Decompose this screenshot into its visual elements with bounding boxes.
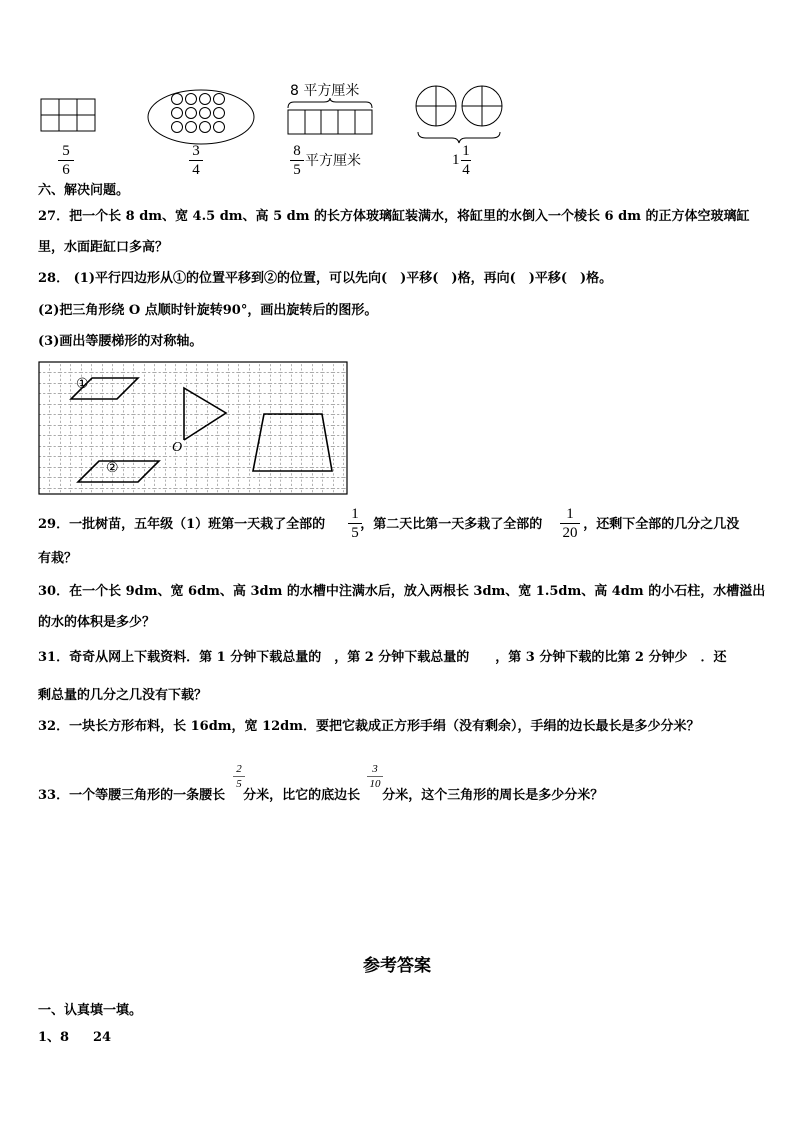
answer-1-label: 1、8 bbox=[38, 1030, 70, 1045]
numerator: 2 bbox=[236, 763, 242, 775]
fraction-part bbox=[461, 143, 471, 178]
point-o-label: O bbox=[172, 440, 183, 455]
question-27-line2: 里，水面距缸口多高？ bbox=[38, 240, 169, 255]
question-29-line1 bbox=[38, 516, 739, 534]
question-33-text-a: 33．一个等腰三角形的一条腰长 bbox=[38, 788, 226, 803]
fraction-five-sixths bbox=[58, 143, 74, 178]
figure-area-label: 8 平方厘米 bbox=[290, 83, 360, 99]
numerator: 3 bbox=[372, 763, 378, 775]
fraction-eight-fifths bbox=[290, 143, 304, 178]
shape-label-2: ② bbox=[106, 460, 119, 476]
grid-figure bbox=[38, 361, 348, 495]
question-29-text-a: 29．一批树苗，五年级（1）班第一天栽了全部的 bbox=[38, 517, 326, 532]
grid-rectangle-figure bbox=[40, 98, 96, 134]
numerator: 3 bbox=[192, 143, 200, 159]
denominator: 10 bbox=[369, 778, 381, 790]
numerator: 8 bbox=[293, 143, 301, 159]
numerator: 5 bbox=[62, 143, 70, 159]
answers-section-1: 一、认真填一填。 bbox=[38, 1003, 143, 1018]
ellipse-circles-figure bbox=[146, 88, 256, 146]
question-28-part3: (3)画出等腰梯形的对称轴。 bbox=[38, 334, 203, 349]
denominator: 6 bbox=[62, 162, 70, 178]
question-33-fraction-1 bbox=[233, 763, 245, 790]
question-33-fraction-2 bbox=[367, 763, 383, 790]
question-29-text-c: ，还剩下全部的几分之几没 bbox=[583, 517, 740, 532]
numerator: 1 bbox=[351, 506, 359, 522]
section-title: 六、解决问题。 bbox=[38, 183, 130, 198]
question-31-line1: 31．奇奇从网上下载资料．第 1 分钟下载总量的 ，第 2 分钟下载总量的 ，第 3 分钟下载的比第 2 分钟少 ．还 bbox=[38, 650, 727, 665]
question-28-part1: 28． (1)平行四边形从①的位置平移到②的位置，可以先向( )平移( )格，再向( )平移( )格。 bbox=[38, 271, 613, 286]
figure-row bbox=[0, 0, 794, 180]
numerator: 1 bbox=[566, 506, 574, 522]
question-33-line1 bbox=[38, 787, 603, 805]
question-33-text-c: 分米，这个三角形的周长是多少分米？ bbox=[382, 788, 604, 803]
area-strip-figure bbox=[286, 98, 376, 138]
question-30-line2: 的水的体积是多少？ bbox=[38, 615, 156, 630]
question-27-line1: 27．把一个长 8 dm、宽 4.5 dm、高 5 dm 的长方体玻璃缸装满水，将缸里的水倒入一个棱长 6 dm 的正方体空玻璃缸 bbox=[38, 209, 750, 224]
denominator: 20 bbox=[562, 525, 578, 541]
fraction-three-quarters bbox=[189, 143, 203, 178]
denominator: 5 bbox=[236, 778, 242, 790]
numerator: 1 bbox=[462, 143, 470, 159]
question-29-line2: 有栽？ bbox=[38, 551, 78, 566]
question-31-line2: 剩总量的几分之几没有下载？ bbox=[38, 688, 208, 703]
answers-title: 参考答案 bbox=[363, 956, 431, 976]
denominator: 5 bbox=[293, 162, 301, 178]
question-32-line1: 32．一块长方形布料，长 16dm，宽 12dm．要把它裁成正方形手绢（没有剩余），手绢的边长最长是多少分米？ bbox=[38, 719, 700, 734]
question-30-line1: 30．在一个长 9dm、宽 6dm、高 3dm 的水槽中注满水后，放入两根长 3dm、宽 1.5dm、高 4dm 的小石柱，水槽溢出 bbox=[38, 584, 766, 599]
denominator: 5 bbox=[351, 525, 359, 541]
question-33-text-b: 分米，比它的底边长 bbox=[243, 788, 361, 803]
question-28-part2: (2)把三角形绕 O 点顺时针旋转90°，画出旋转后的图形。 bbox=[38, 303, 378, 318]
whole-part: 1 bbox=[452, 152, 460, 168]
question-29-fraction-1 bbox=[348, 506, 362, 541]
area-unit-label: 平方厘米 bbox=[305, 153, 361, 169]
denominator: 4 bbox=[462, 162, 470, 178]
two-circles-figure bbox=[414, 82, 508, 144]
question-29-fraction-2 bbox=[560, 506, 580, 541]
question-29-text-b: ，第二天比第一天多栽了全部的 bbox=[360, 517, 543, 532]
answer-1-value: 24 bbox=[93, 1030, 112, 1045]
denominator: 4 bbox=[192, 162, 200, 178]
shape-label-1: ① bbox=[76, 376, 89, 392]
